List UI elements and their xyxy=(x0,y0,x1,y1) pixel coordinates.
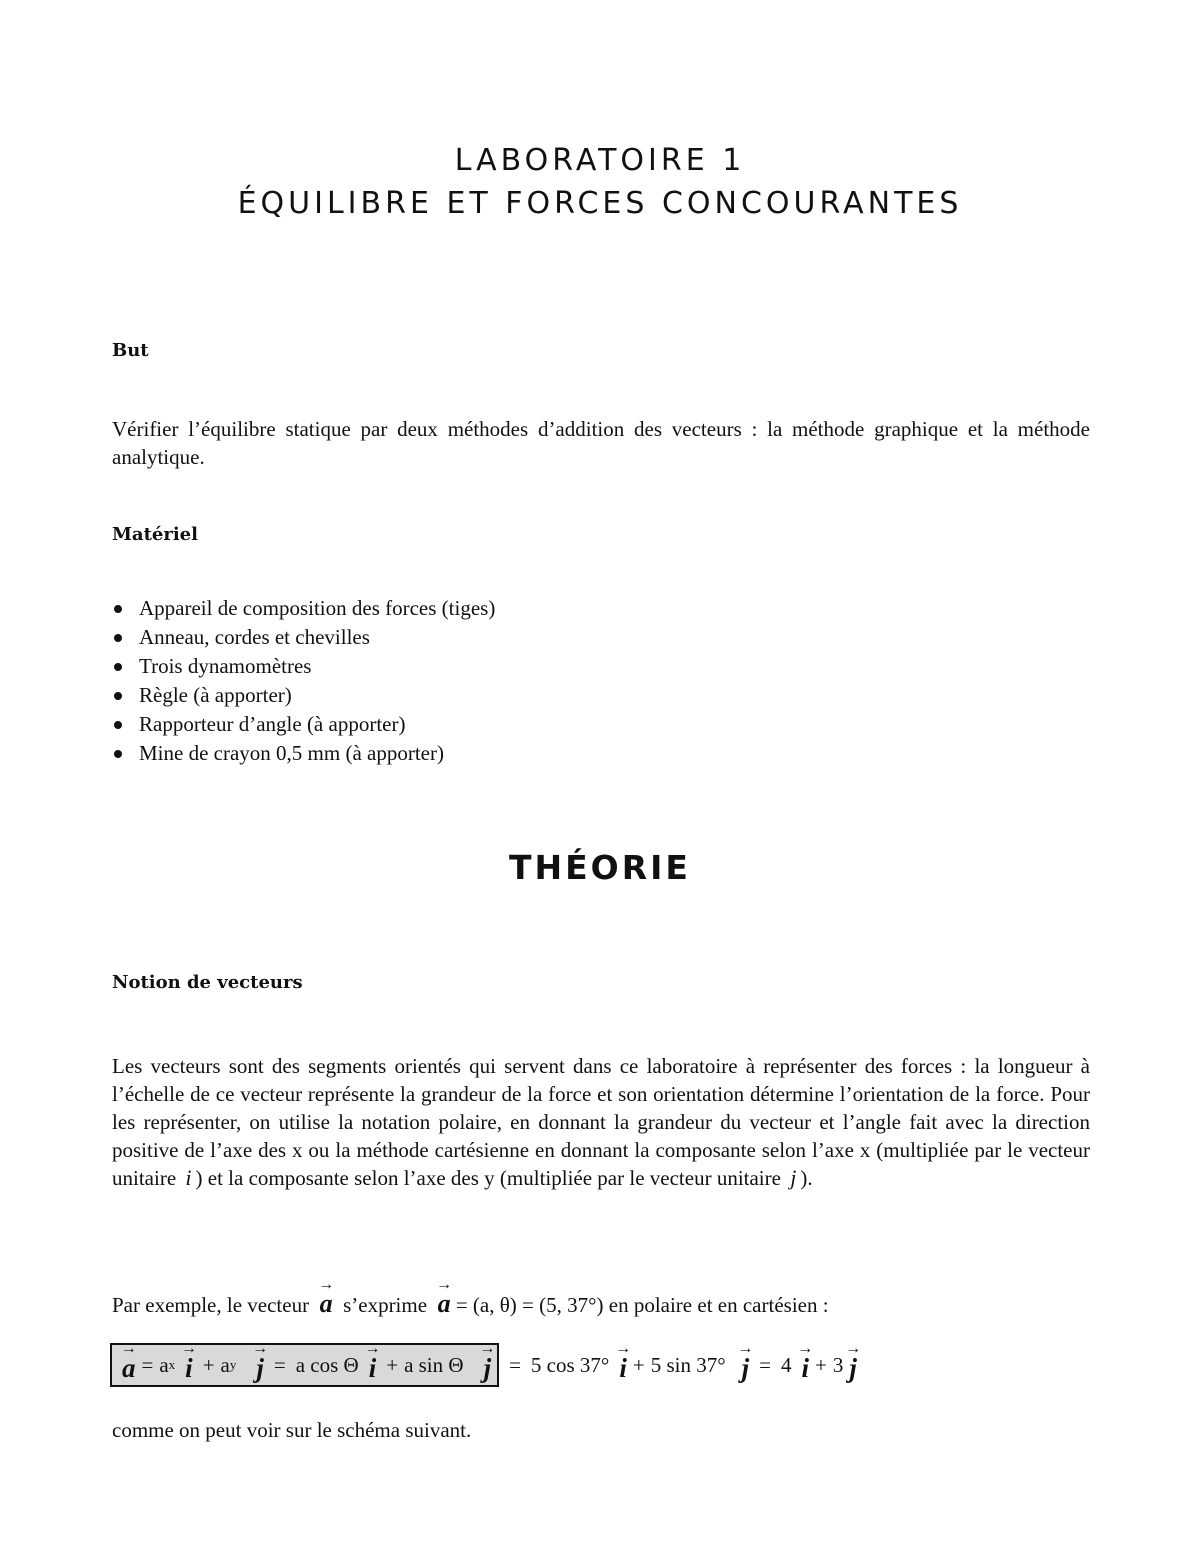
example-line: Par exemple, le vecteur → a s’exprime → a = (a, θ) = (5, 37°) en polaire et en cartésien : xyxy=(112,1276,829,1318)
list-item: Anneau, cordes et chevilles xyxy=(112,623,495,652)
lab-subtitle: ÉQUILIBRE ET FORCES CONCOURANTES xyxy=(237,186,963,221)
vector-j-icon: → j xyxy=(479,1339,496,1383)
closing-text: comme on peut voir sur le schéma suivant. xyxy=(112,1418,472,1442)
vector-i-icon: → i xyxy=(364,1339,381,1383)
bullet-icon xyxy=(114,663,122,671)
vector-a-icon: → a xyxy=(436,1276,453,1318)
list-item: Appareil de composition des forces (tiges) xyxy=(112,594,495,623)
but-text: Vérifier l’équilibre statique par deux méthodes d’addition des vecteurs : la méthode graphique et la méthode analytique. xyxy=(112,417,1090,469)
materiel-list xyxy=(112,594,495,768)
vector-a-icon: → a xyxy=(318,1276,335,1318)
list-item: Rapporteur d’angle (à apporter) xyxy=(112,710,495,739)
unit-vector-j-icon: j xyxy=(790,1165,797,1190)
bullet-icon xyxy=(114,605,122,613)
vecteurs-paragraph: Les vecteurs sont des segments orientés qui servent dans ce laboratoire à représenter des forces : la longueur à l’échelle de ce vecteur représente la grandeur de la force et son orientation détermine l’orientation de la force. Pour les représenter, on utilise la notation polaire, en donnant la grandeur du vecteur et l’angle fait avec la direction positive de l’axe des x ou la méthode cartésienne en donnant la composante selon l’axe x (multipliée par le vecteur unitaire i ) et la composante selon l’axe des y (multipliée par le vecteur unitaire j ). xyxy=(112,1054,1090,1190)
vector-i-icon: → i xyxy=(797,1339,814,1383)
bullet-icon xyxy=(114,750,122,758)
vector-j-icon: → j xyxy=(252,1339,269,1383)
bullet-icon xyxy=(114,721,122,729)
vector-equation: → a = a x → i + a y → j = a cos Θ → i + a sin Θ → j = 5 cos 37° → i + 5 sin 37° → j = 4 → i + 3 → j xyxy=(110,1343,857,1387)
list-item: Trois dynamomètres xyxy=(112,652,495,681)
unit-vector-i-icon: i xyxy=(185,1165,192,1190)
bullet-icon xyxy=(114,634,122,642)
vector-i-icon: → i xyxy=(615,1339,632,1383)
vector-a-icon: → a xyxy=(120,1339,137,1383)
highlighted-equation-box: → a = a x → i + a y → j = a cos Θ → i + a sin Θ → j xyxy=(110,1343,499,1387)
vector-j-icon: → j xyxy=(845,1339,862,1383)
vector-j-icon: → j xyxy=(737,1339,754,1383)
notion-heading: Notion de vecteurs xyxy=(112,972,303,993)
list-item: Mine de crayon 0,5 mm (à apporter) xyxy=(112,739,495,768)
but-heading: But xyxy=(112,340,149,361)
list-item: Règle (à apporter) xyxy=(112,681,495,710)
theorie-title: THÉORIE xyxy=(509,848,691,887)
lab-title: LABORATOIRE 1 xyxy=(454,143,746,178)
materiel-heading: Matériel xyxy=(112,524,198,545)
vector-i-icon: → i xyxy=(180,1339,197,1383)
bullet-icon xyxy=(114,692,122,700)
